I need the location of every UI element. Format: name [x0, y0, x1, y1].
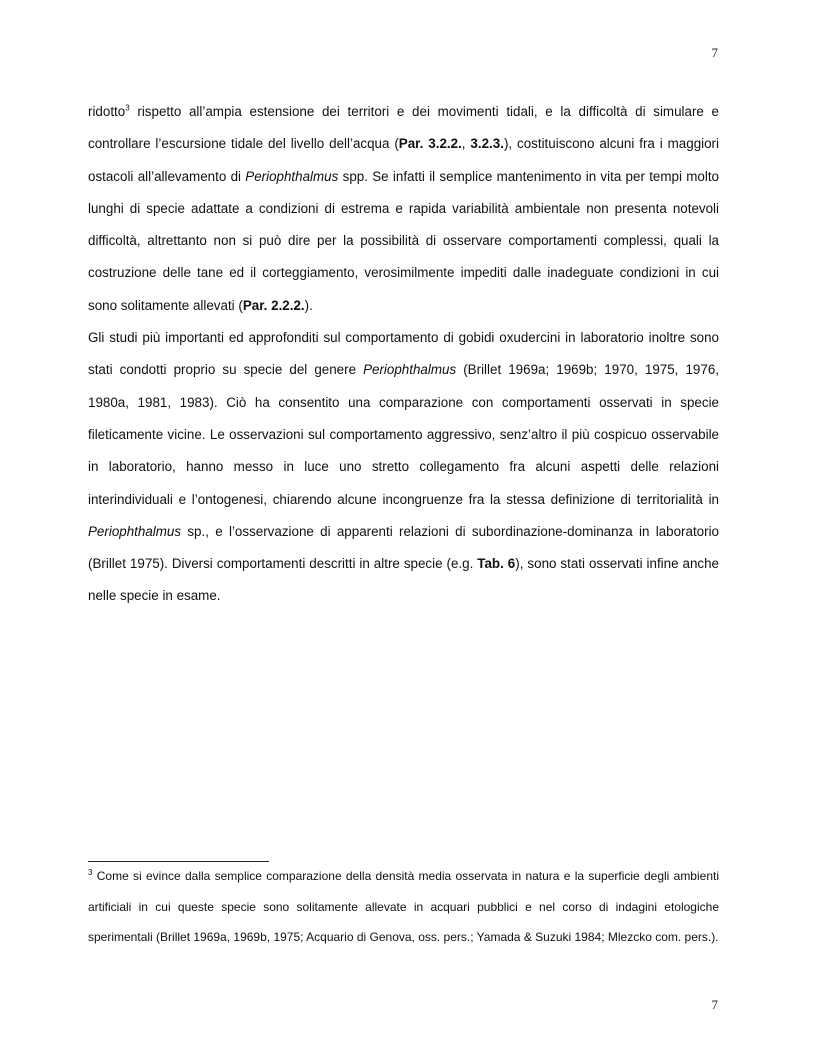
body-text	[88, 96, 719, 613]
genus-name: Periophthalmus	[88, 523, 182, 539]
genus-name: Periophthalmus	[363, 362, 457, 378]
cross-reference: Par. 2.2.2.	[242, 297, 305, 313]
table-reference: Tab. 6	[477, 556, 516, 572]
footnote-text: $^3$ Come si evince dalla semplice comparazione della densità media osservata in natura e la superficie degli ambienti artificiali in cui queste specie sono solitamente allevate in acquari pubblici e nel corso di indagini etologiche sperimentali (Brillet 1969a, 1969b, 1975; Acquario di Genova, oss. pers.; Yamada & Suzuki 1984; Mlezcko com. pers.).	[88, 868, 719, 944]
footnote-reference: 3	[125, 103, 130, 113]
page-number-top: 7	[711, 45, 718, 60]
page-number-bottom: 7	[711, 997, 718, 1012]
footnote	[88, 861, 719, 953]
paragraph-1: ridotto$^3$ rispetto all’ampia estensione dei territori e dei movimenti tidali, e la difficoltà di simulare e controllare l’escursione tidale del livello dell’acqua (Par. 3.2.2., 3.2.3.), costituiscono alcuni fra i maggiori ostacoli all’allevamento di Periophthalmus spp. Se infatti il semplice mantenimento in vita per tempi molto lunghi di specie adattate a condizioni di estrema e rapida variabilità ambientale non presenta notevoli difficoltà, altrettanto non si può dire per la possibilità di osservare comportamenti complessi, quali la costruzione delle tane ed il corteggiamento, verosimilmente impediti dalle inadeguate condizioni in cui sono solitamente allevati (Par. 2.2.2.).	[88, 103, 719, 313]
cross-reference: 3.2.3.	[470, 136, 504, 152]
footnote-marker: 3	[88, 868, 93, 877]
paragraph-2: Gli studi più importanti ed approfonditi sul comportamento di gobidi oxudercini in laboratorio inoltre sono stati condotti proprio su specie del genere Periophthalmus (Brillet 1969a; 1969b; 1970, 1975, 1976, 1980a, 1981, 1983). Ciò ha consentito una comparazione con comportamenti osservati in specie fileticamente vicine. Le osservazioni sul comportamento aggressivo, senz’altro il più cospicuo osservabile in laboratorio, hanno messo in luce uno stretto collegamento fra alcuni aspetti delle relazioni interindividuali e l’ontogenesi, chiarendo alcune incongruenze fra la stessa definizione di territorialità in Periophthalmus sp., e l’osservazione di apparenti relazioni di subordinazione-dominanza in laboratorio (Brillet 1975). Diversi comportamenti descritti in altre specie (e.g. Tab. 6), sono stati osservati infine anche nelle specie in esame.	[88, 330, 720, 604]
cross-reference: Par. 3.2.2.	[398, 136, 462, 152]
genus-name: Periophthalmus	[245, 168, 339, 184]
